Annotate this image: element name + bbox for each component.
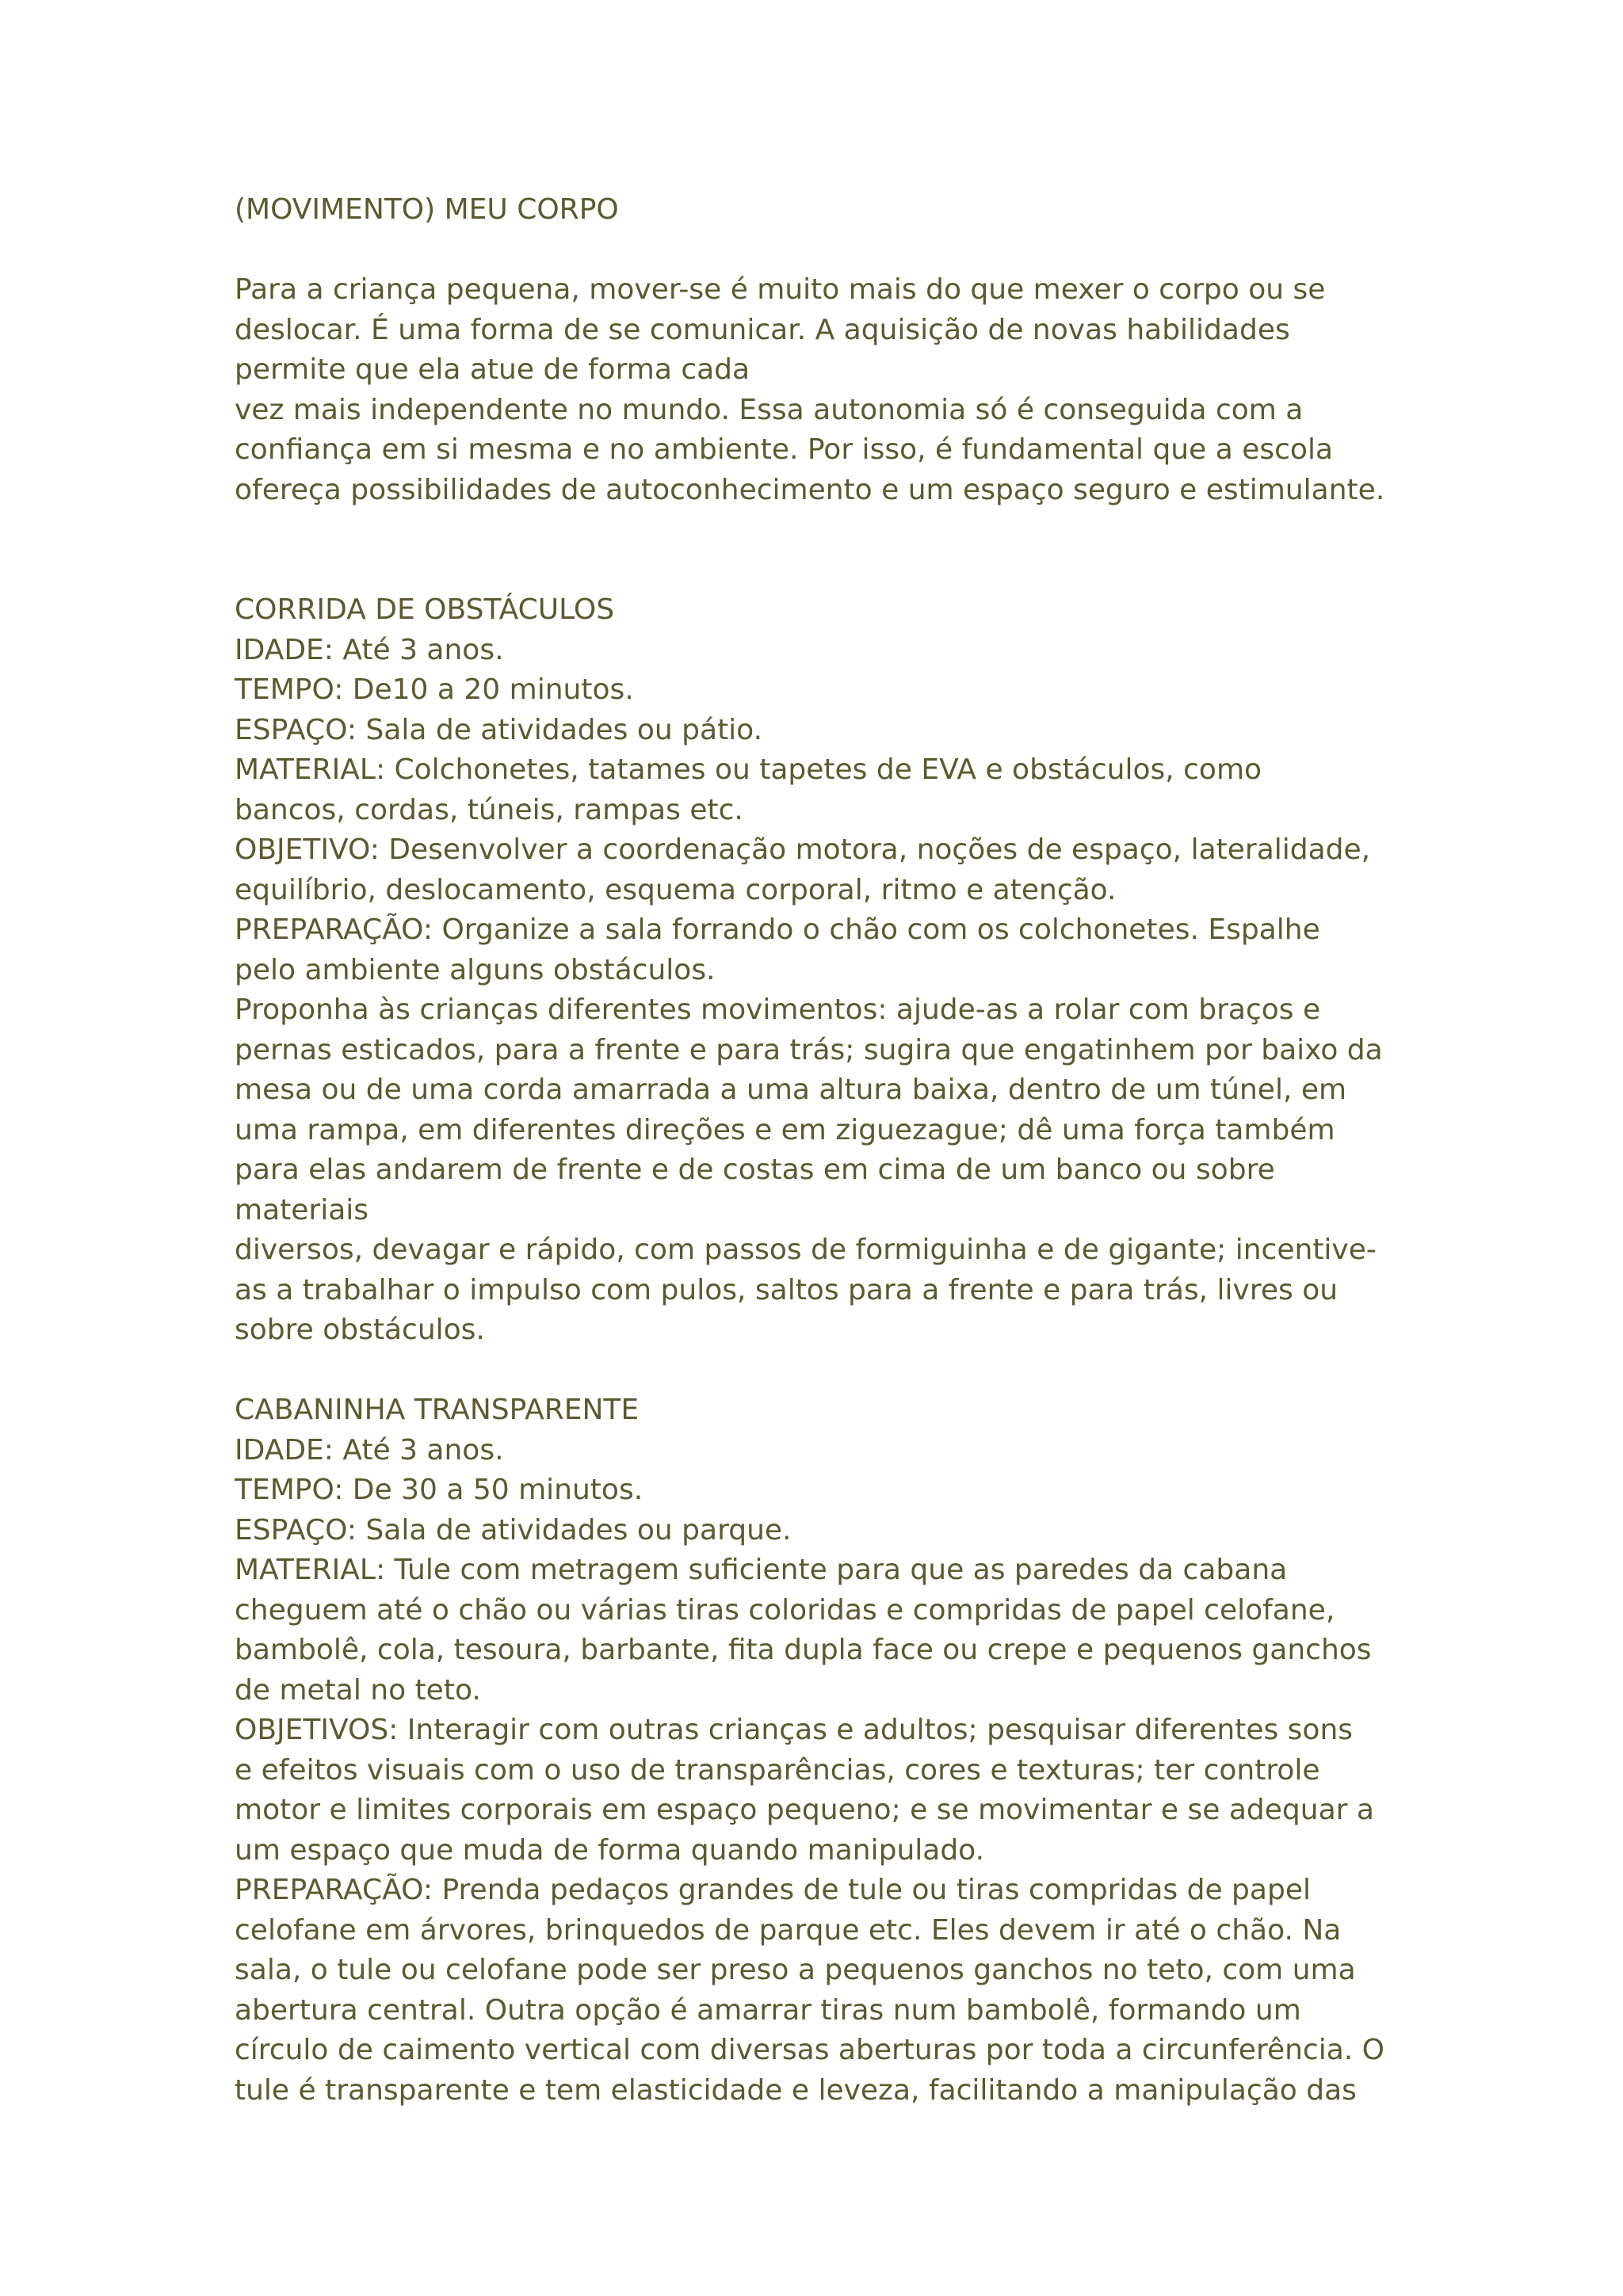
section-line: materiais xyxy=(235,1193,369,1226)
section-cabaninha-transparente xyxy=(235,1390,1471,2111)
section-line: diversos, devagar e rápido, com passos de formiguinha e de gigante; incentive- xyxy=(235,1234,1377,1266)
spacer xyxy=(235,510,1471,590)
section-line: as a trabalhar o impulso com pulos, saltos para a frente e para trás, livres ou xyxy=(235,1273,1338,1306)
section-line: Proponha às crianças diferentes movimentos: ajude-as a rolar com braços e xyxy=(235,994,1321,1026)
intro-line: vez mais independente no mundo. Essa autonomia só é conseguida com a xyxy=(235,393,1304,426)
section-line: motor e limites corporais em espaço pequeno; e se movimentar e se adequar a xyxy=(235,1794,1374,1826)
section-line: sobre obstáculos. xyxy=(235,1314,485,1346)
section-line: PREPARAÇÃO: Prenda pedaços grandes de tule ou tiras compridas de papel xyxy=(235,1874,1311,1906)
section-line: sala, o tule ou celofane pode ser preso a pequenos ganchos no teto, com uma xyxy=(235,1954,1356,1986)
section-line: cheguem até o chão ou várias tiras coloridas e compridas de papel celofane, xyxy=(235,1593,1335,1627)
section-line: MATERIAL: Colchonetes, tatames ou tapetes de EVA e obstáculos, como xyxy=(235,753,1262,786)
spacer xyxy=(235,231,1471,271)
section-line: TEMPO: De 30 a 50 minutos. xyxy=(235,1474,643,1506)
section-line: IDADE: Até 3 anos. xyxy=(235,1433,504,1466)
section-line: pelo ambiente alguns obstáculos. xyxy=(235,953,716,986)
intro-line: permite que ela atue de forma cada xyxy=(235,353,750,386)
section-line: abertura central. Outra opção é amarrar tiras num bambolê, formando um xyxy=(235,1993,1301,2027)
section-line: equilíbrio, deslocamento, esquema corporal, ritmo e atenção. xyxy=(235,873,1117,906)
section-line: uma rampa, em diferentes direções e em ziguezague; dê uma força também xyxy=(235,1113,1335,1146)
section-line: ESPAÇO: Sala de atividades ou parque. xyxy=(235,1513,792,1547)
section-line: TEMPO: De10 a 20 minutos. xyxy=(235,673,634,706)
intro-line: confiança em si mesma e no ambiente. Por isso, é fundamental que a escola xyxy=(235,433,1333,466)
section-line: círculo de caimento vertical com diversas aberturas por toda a circunferência. O xyxy=(235,2034,1385,2066)
document-title: (MOVIMENTO) MEU CORPO xyxy=(235,193,619,226)
section-line: IDADE: Até 3 anos. xyxy=(235,633,504,666)
intro-line: deslocar. É uma forma de se comunicar. A aquisição de novas habilidades xyxy=(235,313,1290,346)
section-heading: CORRIDA DE OBSTÁCULOS xyxy=(235,593,615,626)
section-line: de metal no teto. xyxy=(235,1673,481,1707)
section-line: bancos, cordas, túneis, rampas etc. xyxy=(235,793,743,826)
section-line: PREPARAÇÃO: Organize a sala forrando o chão com os colchonetes. Espalhe xyxy=(235,913,1320,946)
section-line: ESPAÇO: Sala de atividades ou pátio. xyxy=(235,713,763,746)
section-line: mesa ou de uma corda amarrada a uma altura baixa, dentro de um túnel, em xyxy=(235,1074,1347,1106)
intro-line: ofereça possibilidades de autoconhecimento e um espaço seguro e estimulante. xyxy=(235,473,1385,506)
section-line: OBJETIVO: Desenvolver a coordenação motora, noções de espaço, lateralidade, xyxy=(235,833,1371,866)
section-line: tule é transparente e tem elasticidade e leveza, facilitando a manipulação das xyxy=(235,2073,1357,2107)
section-line: um espaço que muda de forma quando manipulado. xyxy=(235,1833,985,1867)
spacer xyxy=(235,1351,1471,1391)
section-line: OBJETIVOS: Interagir com outras crianças e adultos; pesquisar diferentes sons xyxy=(235,1714,1354,1746)
section-line: bambolê, cola, tesoura, barbante, fita dupla face ou crepe e pequenos ganchos xyxy=(235,1634,1372,1666)
section-line: MATERIAL: Tule com metragem suficiente para que as paredes da cabana xyxy=(235,1554,1288,1586)
section-line: pernas esticados, para a frente e para trás; sugira que engatinhem por baixo da xyxy=(235,1033,1383,1066)
section-line: e efeitos visuais com o uso de transparências, cores e texturas; ter controle xyxy=(235,1753,1320,1787)
section-line: celofane em árvores, brinquedos de parque etc. Eles devem ir até o chão. Na xyxy=(235,1913,1342,1947)
section-heading: CABANINHA TRANSPARENTE xyxy=(235,1394,640,1426)
section-corrida-de-obstaculos xyxy=(235,590,1471,1351)
document-page xyxy=(235,190,1471,2111)
section-line: para elas andarem de frente e de costas em cima de um banco ou sobre xyxy=(235,1154,1275,1186)
intro-paragraph xyxy=(235,270,1471,510)
intro-line: Para a criança pequena, mover-se é muito mais do que mexer o corpo ou se xyxy=(235,273,1326,306)
